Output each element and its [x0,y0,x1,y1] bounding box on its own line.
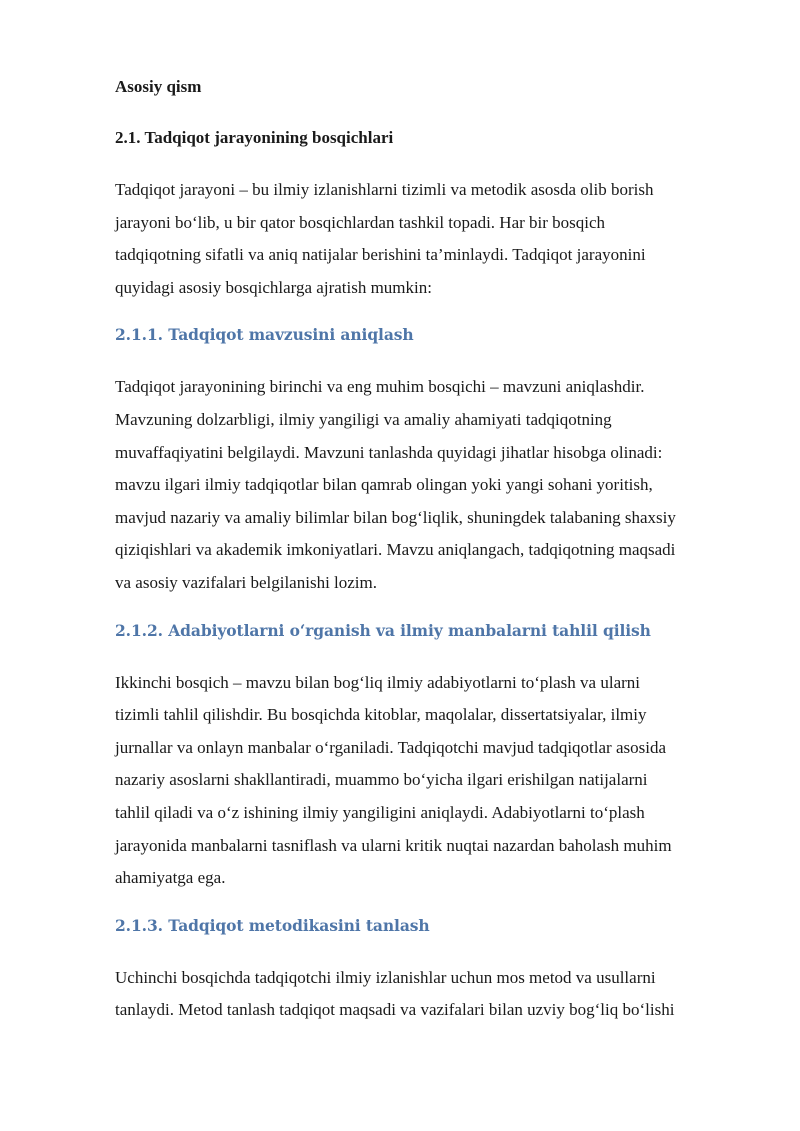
paragraph-line: mavjud nazariy va amaliy bilimlar bilan bog‘liqlik, shuningdek talabaning shaxsiy [115,507,676,527]
subsection-paragraph-literature [115,667,740,895]
paragraph-line: jarayoni bo‘lib, u bir qator bosqichlardan tashkil topadi. Har bir bosqich [115,212,606,232]
paragraph-line: Mavzuning dolzarbligi, ilmiy yangiligi va amaliy ahamiyati tadqiqotning [115,409,612,429]
paragraph-line: mavzu ilgari ilmiy tadqiqotlar bilan qamrab olingan yoki yangi sohani yoritish, [115,475,653,495]
paragraph-line: va asosiy vazifalari belgilanishi lozim. [115,572,378,592]
intro-paragraph [115,174,740,304]
subsection-title-topic: 2.1.1. Tadqiqot mavzusini aniqlash [115,325,414,345]
paragraph-line: Tadqiqot jarayoni – bu ilmiy izlanishlarni tizimli va metodik asosda olib borish [115,180,654,199]
paragraph-line: Uchinchi bosqichda tadqiqotchi ilmiy izlanishlar uchun mos metod va usullarni [115,967,656,987]
subsection-paragraph-methodology [115,962,740,1027]
paragraph-line: tizimli tahlil qilishdir. Bu bosqichda kitoblar, maqolalar, dissertatsiyalar, ilmiy [115,705,647,725]
paragraph-line: qiziqishlari va akademik imkoniyatlari. Mavzu aniqlangach, tadqiqotning maqsadi [115,540,676,560]
paragraph-line: jarayonida manbalarni tasniflash va ularni kritik nuqtai nazardan baholash muhim [115,835,672,855]
paragraph-line: tadqiqotning sifatli va aniq natijalar berishini ta’minlaydi. Tadqiqot jarayonini [115,245,646,265]
paragraph-line: tanlaydi. Metod tanlash tadqiqot maqsadi va vazifalari bilan uzviy bog‘liq bo‘lishi [115,1000,675,1020]
subsection-paragraph-topic [115,371,740,599]
part-title: Asosiy qism [115,77,202,96]
paragraph-line: jurnallar va onlayn manbalar o‘rganiladi. Tadqiqotchi mavjud tadqiqotlar asosida [115,737,666,757]
paragraph-line: muvaffaqiyatini belgilaydi. Mavzuni tanlashda quyidagi jihatlar hisobga olinadi: [115,442,663,462]
paragraph-line: nazariy asoslarni shakllantiradi, muammo bo‘yicha ilgari erishilgan natijalarni [115,770,648,790]
paragraph-line: tahlil qiladi va o‘z ishining ilmiy yangiligini aniqlaydi. Adabiyotlarni to‘plash [115,802,645,822]
paragraph-line: ahamiyatga ega. [115,868,226,888]
paragraph-line: Ikkinchi bosqich – mavzu bilan bog‘liq ilmiy adabiyotlarni to‘plash va ularni [115,672,640,692]
subsection-title-literature: 2.1.2. Adabiyotlarni o‘rganish va ilmiy manbalarni tahlil qilish [115,620,651,640]
subsection-title-methodology: 2.1.3. Tadqiqot metodikasini tanlash [115,915,430,935]
paragraph-line: Tadqiqot jarayonining birinchi va eng muhim bosqichi – mavzuni aniqlashdir. [115,377,645,397]
section-title: 2.1. Tadqiqot jarayonining bosqichlari [115,128,394,147]
document-content [115,73,740,1044]
paragraph-line: quyidagi asosiy bosqichlarga ajratish mumkin: [115,277,432,297]
